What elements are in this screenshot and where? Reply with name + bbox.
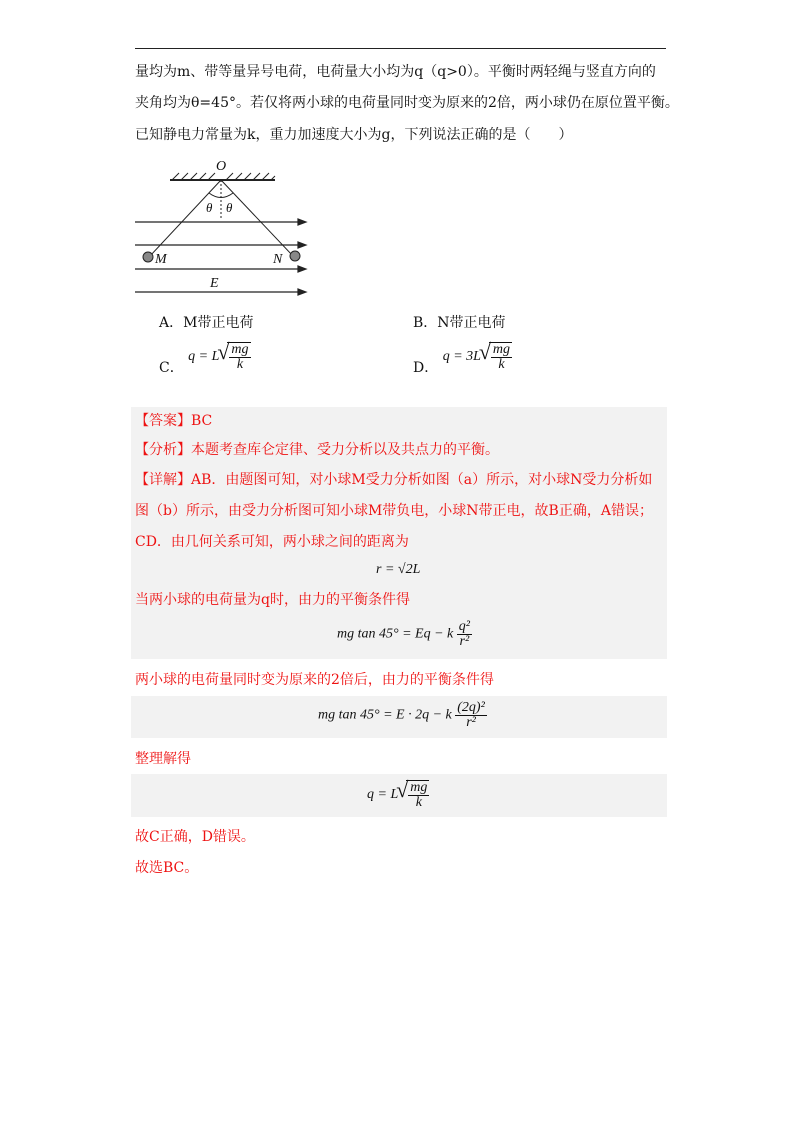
line-solve: 整理解得 [135, 751, 191, 767]
option-b-text: N带正电荷 [437, 315, 506, 331]
detail-line-2: 图（b）所示，由受力分析图可知小球M带负电，小球N带正电，故B正确，A错误； [135, 503, 653, 519]
option-d-sqrt [489, 342, 512, 372]
question-line-1: 量均为m、带等量异号电荷，电荷量大小均为q（q>0）。平衡时两轻绳与竖直方向的 [135, 64, 656, 80]
question-line-2: 夹角均为θ=45°。若仅将两小球的电荷量同时变为原来的2倍，两小球仍在原位置平衡。 [135, 95, 679, 111]
formula-1-den: r² [459, 634, 470, 649]
label-m: M [155, 252, 167, 267]
formula-result [367, 780, 429, 810]
option-a-letter: A． [159, 315, 184, 331]
option-c [159, 342, 251, 377]
formula-1-lhs: mg tan 45° = Eq − k [337, 626, 454, 642]
label-n: N [273, 252, 283, 267]
label-o: O [216, 159, 227, 174]
option-c-formula [188, 342, 250, 372]
formula-1-num: q² [458, 619, 470, 634]
option-b-letter: B． [413, 315, 438, 331]
detail-line-1: 【详解】AB．由题图可知，对小球M受力分析如图（a）所示，对小球N受力分析如 [135, 472, 653, 488]
ball-m [143, 252, 153, 262]
formula-3-num: √ mg [410, 780, 428, 795]
option-d [413, 342, 512, 377]
formula-distance: r = √2L [376, 562, 421, 577]
option-a-text: M带正电荷 [183, 315, 254, 331]
option-c-sqrt [227, 342, 250, 372]
question-line-3: 已知静电力常量为k，重力加速度大小为g，下列说法正确的是（ ） [135, 127, 573, 143]
answer-line: 【答案】BC [135, 413, 213, 429]
label-e: E [210, 276, 219, 291]
ball-n [290, 251, 300, 261]
ceiling-hatching [172, 173, 275, 180]
conclusion-line-2: 故选BC。 [135, 860, 199, 876]
header-rule [135, 48, 666, 49]
option-b [413, 312, 506, 332]
line-charge-q: 当两小球的电荷量为q时，由力的平衡条件得 [135, 592, 410, 608]
formula-3-sqrt [406, 780, 429, 810]
formula-2-lhs: mg tan 45° = E · 2q − k [318, 707, 452, 723]
formula-2-den: r² [466, 715, 476, 730]
label-theta-right: θ [226, 200, 233, 215]
option-c-lhs: q = L [188, 349, 220, 365]
option-d-formula [442, 342, 512, 372]
formula-balance-1 [337, 620, 472, 649]
option-d-letter: D． [413, 360, 439, 377]
formula-2-num: (2q)² [457, 700, 485, 715]
formula-3-lhs: q = L [367, 787, 399, 803]
option-d-den: k [498, 357, 505, 372]
conclusion-line-1: 故C正确，D错误。 [135, 829, 255, 845]
option-a [159, 312, 253, 332]
formula-balance-2 [318, 701, 487, 730]
line-charge-2q: 两小球的电荷量同时变为原来的2倍后，由力的平衡条件得 [135, 672, 494, 688]
option-c-letter: C． [159, 360, 184, 377]
detail-line-3: CD．由几何关系可知，两小球之间的距离为 [135, 534, 409, 550]
option-c-num: √ mg [231, 342, 249, 357]
analysis-line: 【分析】本题考查库仑定律、受力分析以及共点力的平衡。 [135, 442, 499, 458]
formula-3-den: k [415, 795, 422, 810]
pendulum-field-figure [130, 152, 315, 300]
option-d-lhs: q = 3L [442, 349, 481, 365]
label-theta-left: θ [206, 200, 213, 215]
option-c-den: k [236, 357, 244, 372]
option-d-num: √ mg [492, 342, 511, 357]
